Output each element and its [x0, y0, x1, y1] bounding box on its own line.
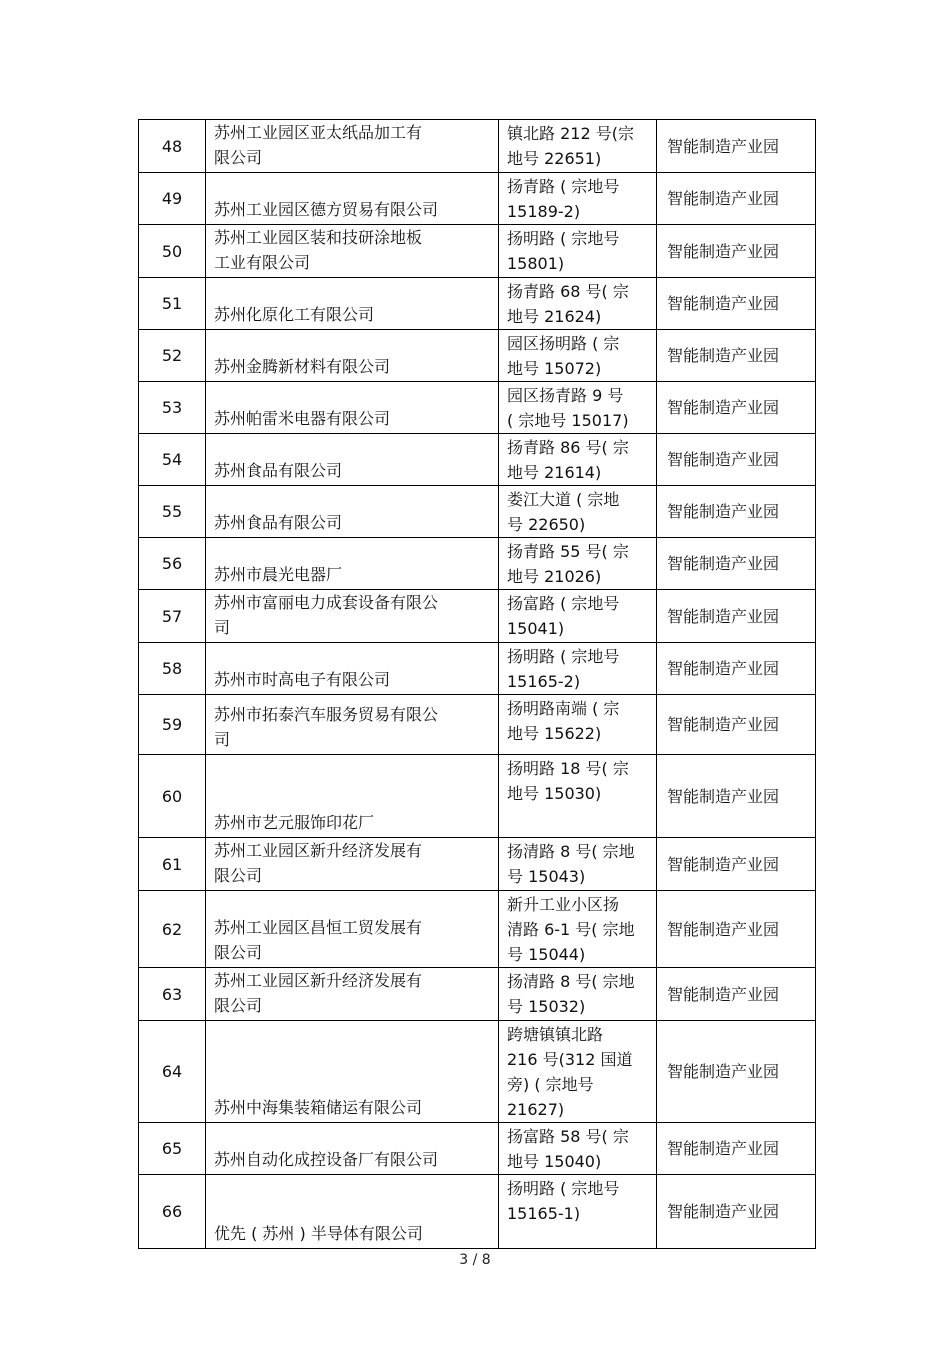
address-cell: 娄江大道 ( 宗地 号 22650) [499, 486, 657, 538]
address-cell: 扬明路 ( 宗地号 15801) [499, 225, 657, 278]
industrial-park-cell: 智能制造产业园 [657, 278, 816, 330]
table-row [139, 434, 816, 486]
company-name-cell: 苏州工业园区昌恒工贸发展有 限公司 [206, 891, 499, 968]
company-name-cell: 苏州工业园区德方贸易有限公司 [206, 173, 499, 225]
company-name-cell: 苏州中海集装箱储运有限公司 [206, 1021, 499, 1123]
address-cell: 扬富路 ( 宗地号 15041) [499, 590, 657, 643]
row-number-cell: 52 [139, 330, 206, 382]
industrial-park-cell: 智能制造产业园 [657, 1175, 816, 1249]
address-cell: 扬明路南端 ( 宗 地号 15622) [499, 695, 657, 755]
address-cell: 扬青路 86 号( 宗 地号 21614) [499, 434, 657, 486]
row-number-cell: 57 [139, 590, 206, 643]
row-number-cell: 66 [139, 1175, 206, 1249]
table-row [139, 538, 816, 590]
address-cell: 镇北路 212 号(宗 地号 22651) [499, 120, 657, 173]
row-number-cell: 53 [139, 382, 206, 434]
row-number-cell: 51 [139, 278, 206, 330]
industrial-park-cell: 智能制造产业园 [657, 173, 816, 225]
company-table-body [139, 120, 816, 1249]
company-name-cell: 苏州市拓泰汽车服务贸易有限公 司 [206, 695, 499, 755]
address-cell: 扬富路 58 号( 宗 地号 15040) [499, 1123, 657, 1175]
table-row [139, 1021, 816, 1123]
industrial-park-cell: 智能制造产业园 [657, 695, 816, 755]
row-number-cell: 49 [139, 173, 206, 225]
address-cell: 扬清路 8 号( 宗地 号 15043) [499, 838, 657, 891]
address-cell: 扬明路 ( 宗地号 15165-2) [499, 643, 657, 695]
address-cell: 扬青路 68 号( 宗 地号 21624) [499, 278, 657, 330]
address-cell: 园区扬青路 9 号 ( 宗地号 15017) [499, 382, 657, 434]
row-number-cell: 59 [139, 695, 206, 755]
table-row [139, 173, 816, 225]
address-cell: 扬明路 18 号( 宗 地号 15030) [499, 755, 657, 838]
company-name-cell: 苏州工业园区新升经济发展有 限公司 [206, 838, 499, 891]
industrial-park-cell: 智能制造产业园 [657, 590, 816, 643]
table-row [139, 891, 816, 968]
address-cell: 扬青路 55 号( 宗 地号 21026) [499, 538, 657, 590]
industrial-park-cell: 智能制造产业园 [657, 838, 816, 891]
industrial-park-cell: 智能制造产业园 [657, 1021, 816, 1123]
company-name-cell: 苏州市晨光电器厂 [206, 538, 499, 590]
industrial-park-cell: 智能制造产业园 [657, 1123, 816, 1175]
industrial-park-cell: 智能制造产业园 [657, 968, 816, 1021]
company-name-cell: 苏州工业园区新升经济发展有 限公司 [206, 968, 499, 1021]
company-name-cell: 苏州帕雷米电器有限公司 [206, 382, 499, 434]
table-row [139, 1175, 816, 1249]
industrial-park-cell: 智能制造产业园 [657, 382, 816, 434]
table-row [139, 225, 816, 278]
industrial-park-cell: 智能制造产业园 [657, 225, 816, 278]
table-row [139, 1123, 816, 1175]
row-number-cell: 50 [139, 225, 206, 278]
row-number-cell: 64 [139, 1021, 206, 1123]
table-row [139, 382, 816, 434]
row-number-cell: 58 [139, 643, 206, 695]
page-number: 3 / 8 [459, 1252, 491, 1268]
row-number-cell: 65 [139, 1123, 206, 1175]
table-row [139, 278, 816, 330]
company-name-cell: 苏州化原化工有限公司 [206, 278, 499, 330]
address-cell: 新升工业小区扬 清路 6-1 号( 宗地 号 15044) [499, 891, 657, 968]
company-name-cell: 苏州食品有限公司 [206, 486, 499, 538]
industrial-park-cell: 智能制造产业园 [657, 538, 816, 590]
row-number-cell: 60 [139, 755, 206, 838]
industrial-park-cell: 智能制造产业园 [657, 755, 816, 838]
company-name-cell: 苏州工业园区亚太纸品加工有 限公司 [206, 120, 499, 173]
row-number-cell: 56 [139, 538, 206, 590]
industrial-park-cell: 智能制造产业园 [657, 434, 816, 486]
address-cell: 跨塘镇镇北路 216 号(312 国道 旁) ( 宗地号 21627) [499, 1021, 657, 1123]
industrial-park-cell: 智能制造产业园 [657, 486, 816, 538]
industrial-park-cell: 智能制造产业园 [657, 891, 816, 968]
company-name-cell: 苏州市富丽电力成套设备有限公 司 [206, 590, 499, 643]
row-number-cell: 61 [139, 838, 206, 891]
row-number-cell: 62 [139, 891, 206, 968]
company-name-cell: 苏州市时高电子有限公司 [206, 643, 499, 695]
company-table [138, 119, 816, 1249]
address-cell: 扬青路 ( 宗地号 15189-2) [499, 173, 657, 225]
industrial-park-cell: 智能制造产业园 [657, 330, 816, 382]
company-name-cell: 苏州食品有限公司 [206, 434, 499, 486]
table-row [139, 968, 816, 1021]
company-name-cell: 苏州市艺元服饰印花厂 [206, 755, 499, 838]
row-number-cell: 55 [139, 486, 206, 538]
table-row [139, 643, 816, 695]
row-number-cell: 54 [139, 434, 206, 486]
table-row [139, 755, 816, 838]
address-cell: 园区扬明路 ( 宗 地号 15072) [499, 330, 657, 382]
company-name-cell: 苏州自动化成控设备厂有限公司 [206, 1123, 499, 1175]
table-row [139, 838, 816, 891]
row-number-cell: 48 [139, 120, 206, 173]
table-row [139, 120, 816, 173]
table-row [139, 486, 816, 538]
table-row [139, 330, 816, 382]
row-number-cell: 63 [139, 968, 206, 1021]
industrial-park-cell: 智能制造产业园 [657, 120, 816, 173]
company-name-cell: 苏州金腾新材料有限公司 [206, 330, 499, 382]
address-cell: 扬清路 8 号( 宗地 号 15032) [499, 968, 657, 1021]
table-row [139, 590, 816, 643]
address-cell: 扬明路 ( 宗地号 15165-1) [499, 1175, 657, 1249]
industrial-park-cell: 智能制造产业园 [657, 643, 816, 695]
table-row [139, 695, 816, 755]
company-name-cell: 优先 ( 苏州 ) 半导体有限公司 [206, 1175, 499, 1249]
company-name-cell: 苏州工业园区装和技研涂地板 工业有限公司 [206, 225, 499, 278]
